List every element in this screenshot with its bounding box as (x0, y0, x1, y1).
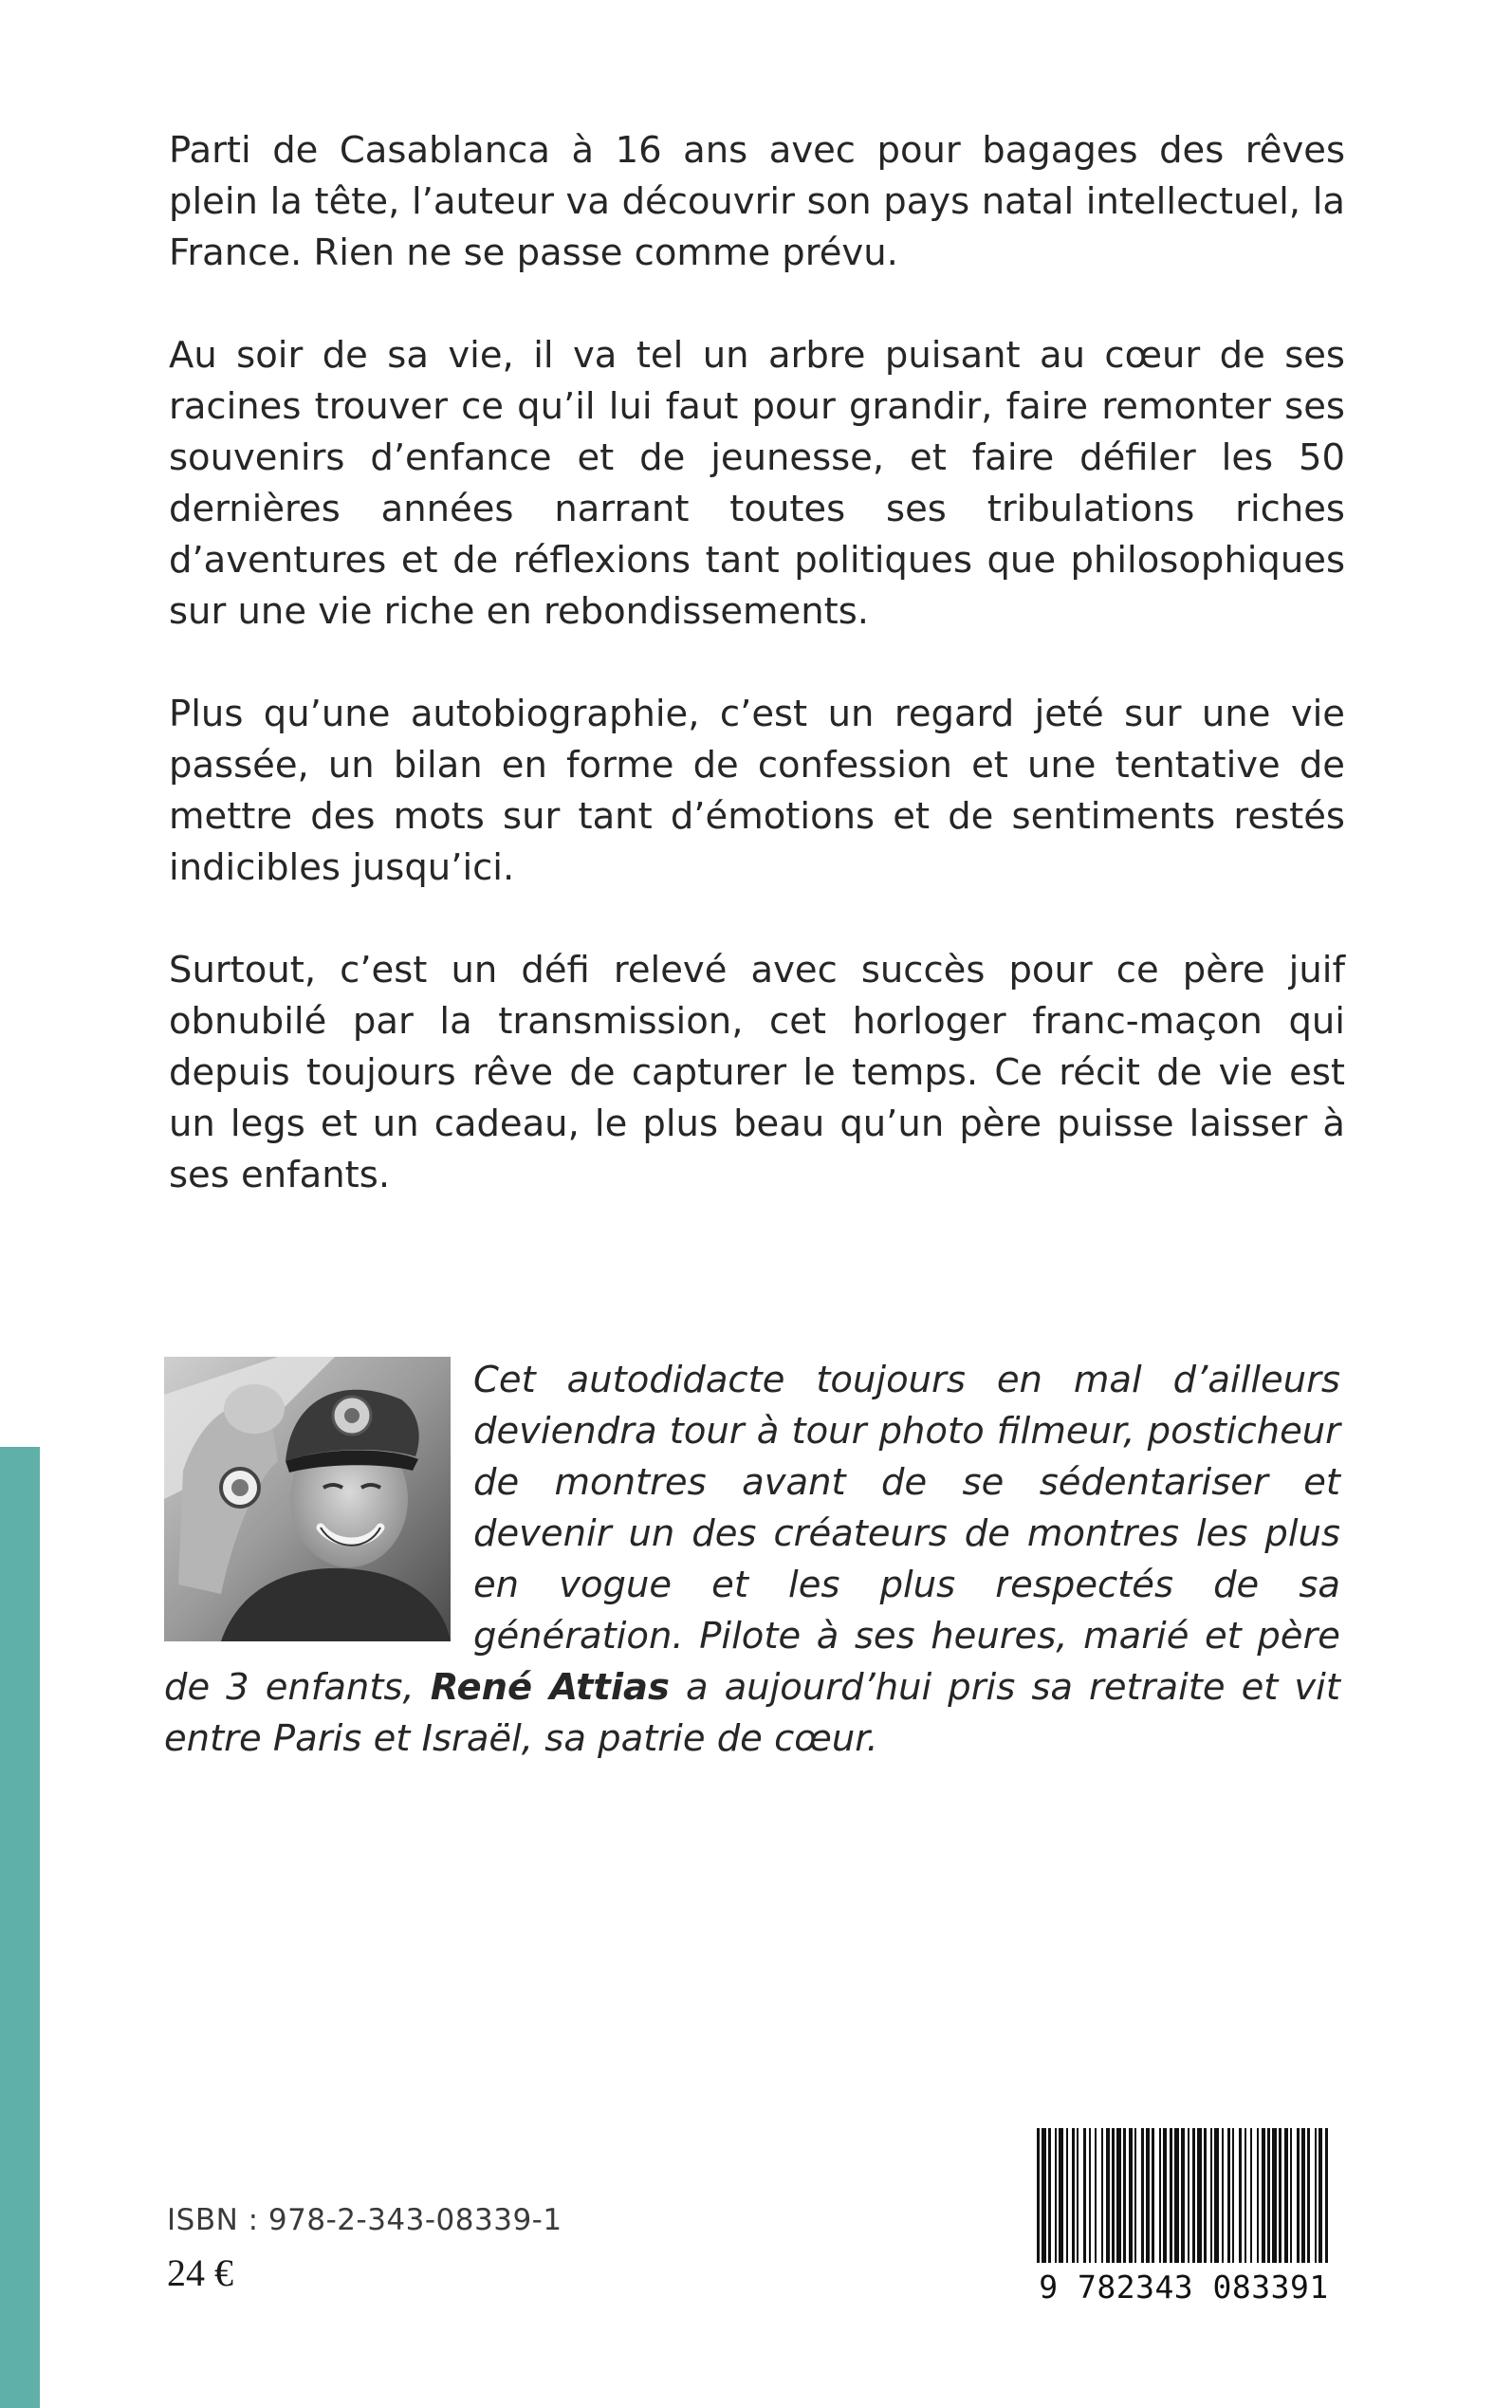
barcode-bar (1059, 2128, 1063, 2263)
barcode-bar (1095, 2128, 1097, 2263)
barcode-bar (1055, 2128, 1057, 2263)
barcode-bar (1279, 2128, 1282, 2263)
barcode-bar (1222, 2128, 1224, 2263)
barcode-bar (1174, 2128, 1179, 2263)
barcode-bar (1267, 2128, 1270, 2263)
bio-text-before: Cet autodidacte toujours en mal d’ailleurs deviendra tour à tour photo filmeur, posticheur de montres avant de se sédentariser et devenir un des créateurs de montres les plus en vogue et les plus respectés de sa génération. Pilote à ses heures, marié et père de 3 enfants, (164, 1359, 1340, 1709)
barcode-bar (1089, 2128, 1091, 2263)
barcode-bar (1210, 2128, 1212, 2263)
accent-stripe (0, 1447, 40, 2408)
barcode-bar (1129, 2128, 1133, 2263)
barcode-bar (1188, 2128, 1189, 2263)
barcode-bar (1245, 2128, 1246, 2263)
barcode-bar (1072, 2128, 1075, 2263)
author-photo (164, 1357, 451, 1641)
barcode-bar (1297, 2128, 1300, 2263)
barcode-bar (1152, 2128, 1154, 2263)
price: 24 € (167, 2251, 233, 2294)
blurb-paragraph-2: Au soir de sa vie, il va tel un arbre puisant au cœur de ses racines trouver ce qu’il lui faut pour grandir, faire remonter ses souvenirs d’enfance et de jeunesse, et faire défiler les 50 dernières années narrant toutes ses tribulations riches d’aventures et de réflexions tant politiques que philosophiques sur une vie riche en rebondissements. (169, 334, 1345, 633)
barcode-bar (1284, 2128, 1288, 2263)
barcode-bar (1077, 2128, 1079, 2263)
barcode-bar (1318, 2128, 1322, 2263)
isbn: ISBN : 978-2-343-08339-1 (167, 2203, 562, 2237)
barcode-bar (1101, 2128, 1103, 2263)
barcode-bar (1106, 2128, 1110, 2263)
barcode-bar (1290, 2128, 1292, 2263)
barcode-bar (1170, 2128, 1172, 2263)
barcode-bar (1204, 2128, 1207, 2263)
blurb-section (169, 125, 1345, 1252)
barcode-bar (1307, 2128, 1310, 2263)
barcode-bar (1192, 2128, 1195, 2263)
barcode-bar (1116, 2128, 1121, 2263)
barcode-bar (1048, 2128, 1051, 2263)
barcode-bar (1083, 2128, 1086, 2263)
blurb-paragraph-3: Plus qu’une autobiographie, c’est un regard jeté sur une vie passée, un bilan en forme de confession et une tentative de mettre des mots sur tant d’émotions et de sentiments restés indicibles jusqu’ici. (169, 693, 1345, 889)
barcode-bar (1257, 2128, 1259, 2263)
barcode-bar (1214, 2128, 1219, 2263)
barcode-bar (1159, 2128, 1161, 2263)
barcode-bar (1163, 2128, 1167, 2263)
barcode-bar (1250, 2128, 1252, 2263)
author-name: René Attias (430, 1666, 670, 1709)
barcode-bar (1042, 2128, 1046, 2263)
barcode-bar (1123, 2128, 1126, 2263)
barcode-bar (1262, 2128, 1265, 2263)
barcode-bar (1227, 2128, 1230, 2263)
blurb-paragraph-4: Surtout, c’est un défi relevé avec succès pour ce père juif obnubilé par la transmission, cet horloger franc-maçon qui depuis toujours rêve de capturer le temps. Ce récit de vie est un legs et un cadeau, le plus beau qu’un père puisse laisser à ses enfants. (169, 949, 1345, 1196)
barcode-bar (1181, 2128, 1185, 2263)
barcode-bar (1232, 2128, 1234, 2263)
barcode-bar (1197, 2128, 1202, 2263)
barcode-bar (1301, 2128, 1305, 2263)
barcode-bar (1325, 2128, 1328, 2263)
barcode-bar (1066, 2128, 1068, 2263)
barcode-bar (1315, 2128, 1317, 2263)
barcode-bar (1272, 2128, 1277, 2263)
barcode-bar (1239, 2128, 1242, 2263)
barcode-bar (1146, 2128, 1150, 2263)
barcode (1031, 2121, 1337, 2310)
blurb-paragraph-1: Parti de Casablanca à 16 ans avec pour bagages des rêves plein la tête, l’auteur va découvrir son pays natal intellectuel, la France. Rien ne se passe comme prévu. (169, 129, 1345, 274)
barcode-bar (1134, 2128, 1136, 2263)
author-bio (164, 1355, 1340, 1765)
barcode-digits: 9 782343 083391 (1039, 2269, 1329, 2306)
barcode-bar (1141, 2128, 1144, 2263)
bio-text-after: a aujourd’hui pris sa retraite et vit entre Paris et Israël, sa patrie de cœur. (164, 1666, 1340, 1760)
barcode-bar (1112, 2128, 1115, 2263)
barcode-bars (1031, 2121, 1337, 2272)
barcode-bar (1037, 2128, 1040, 2263)
